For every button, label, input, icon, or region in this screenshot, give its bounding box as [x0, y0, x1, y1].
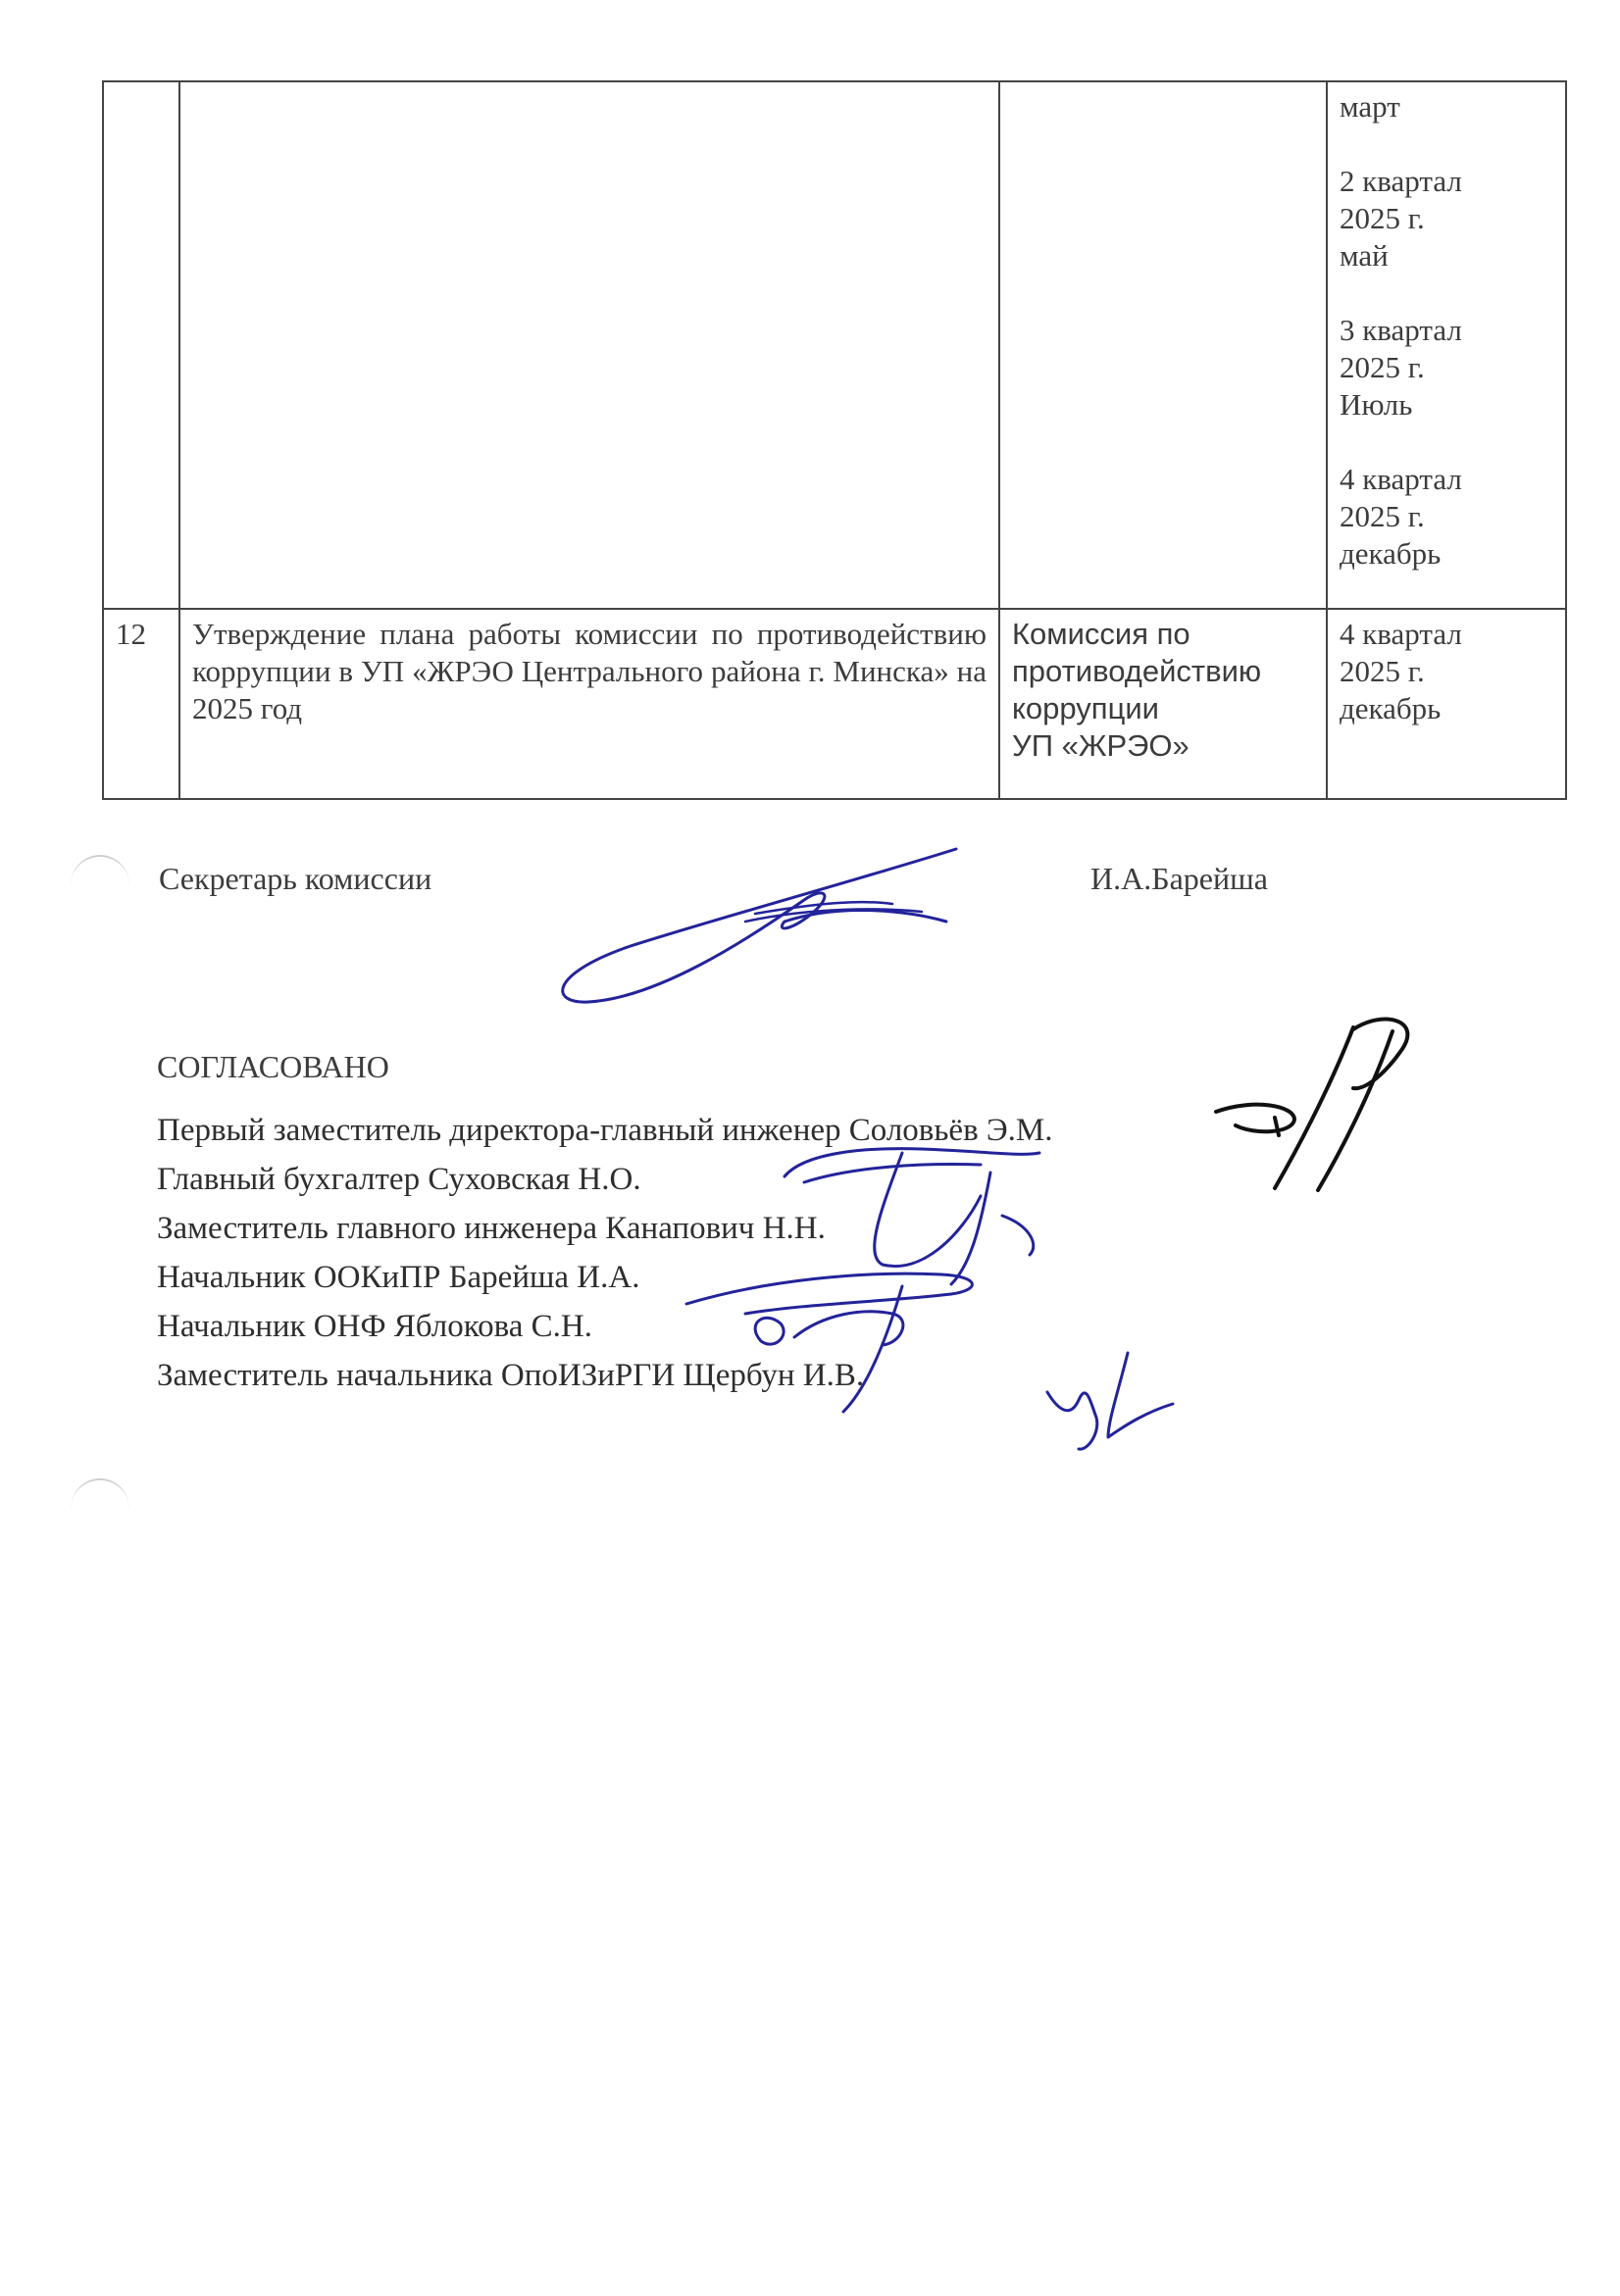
term-block: [1340, 88, 1553, 125]
row-task: Утверждение плана работы комиссии по противодействию коррупции в УП «ЖРЭО Центрального района г. Минска» на 2025 год: [179, 609, 999, 799]
punch-hole-bottom: [71, 1478, 129, 1539]
term-line: 2025 г.: [1340, 201, 1425, 235]
term-block: [1340, 163, 1553, 275]
table-row: [103, 81, 1566, 609]
term-line: май: [1340, 238, 1389, 273]
term-line: декабрь: [1340, 691, 1442, 725]
secretary-name: И.А.Барейша: [1090, 861, 1268, 896]
row-responsible: [999, 609, 1327, 799]
row-number: [103, 81, 179, 609]
term-line: 2025 г.: [1340, 499, 1425, 533]
row-task: [179, 81, 999, 609]
term-line: 4 квартал: [1340, 617, 1462, 651]
responsible-line: коррупции: [1012, 691, 1159, 725]
responsible-line: противодействию: [1012, 654, 1262, 688]
term-line: Июль: [1340, 387, 1413, 422]
term-line: 2025 г.: [1340, 654, 1425, 688]
responsible-line: Комиссия по: [1012, 617, 1190, 651]
approver-line: Заместитель начальника ОпоИЗиРГИ Щербун И.В.: [157, 1358, 865, 1393]
term-line: декабрь: [1340, 536, 1442, 571]
row-term: [1327, 81, 1566, 609]
term-line: 2025 г.: [1340, 350, 1425, 384]
plan-table: [102, 80, 1567, 800]
row-number: 12: [103, 609, 179, 799]
deputy-signature: [1216, 1020, 1407, 1190]
approver-line: Первый заместитель директора-главный инженер Соловьёв Э.М.: [157, 1113, 1053, 1148]
row-term: [1327, 609, 1566, 799]
approvers-list: [157, 1106, 1053, 1400]
approver-line: Начальник ОНФ Яблокова С.Н.: [157, 1309, 592, 1344]
agreed-heading: СОГЛАСОВАНО: [157, 1049, 389, 1084]
secretary-label: Секретарь комиссии: [159, 861, 432, 896]
punch-hole-top: [71, 855, 129, 916]
approver-line: Начальник ООКиПР Барейша И.А.: [157, 1260, 640, 1295]
shcherbun-signature: [1047, 1353, 1173, 1449]
term-block: [1340, 312, 1553, 424]
term-block: [1340, 616, 1553, 727]
responsible-line: УП «ЖРЭО»: [1012, 728, 1190, 763]
term-line: 2 квартал: [1340, 164, 1462, 198]
term-line: 4 квартал: [1340, 462, 1462, 496]
row-responsible: [999, 81, 1327, 609]
approver-line: Главный бухгалтер Суховская Н.О.: [157, 1162, 641, 1197]
approver-line: Заместитель главного инженера Канапович Н.Н.: [157, 1211, 826, 1246]
term-block: [1340, 461, 1553, 573]
table-row: [103, 609, 1566, 799]
secretary-signature: [563, 849, 956, 1002]
term-line: март: [1340, 89, 1400, 124]
term-line: 3 квартал: [1340, 313, 1462, 347]
